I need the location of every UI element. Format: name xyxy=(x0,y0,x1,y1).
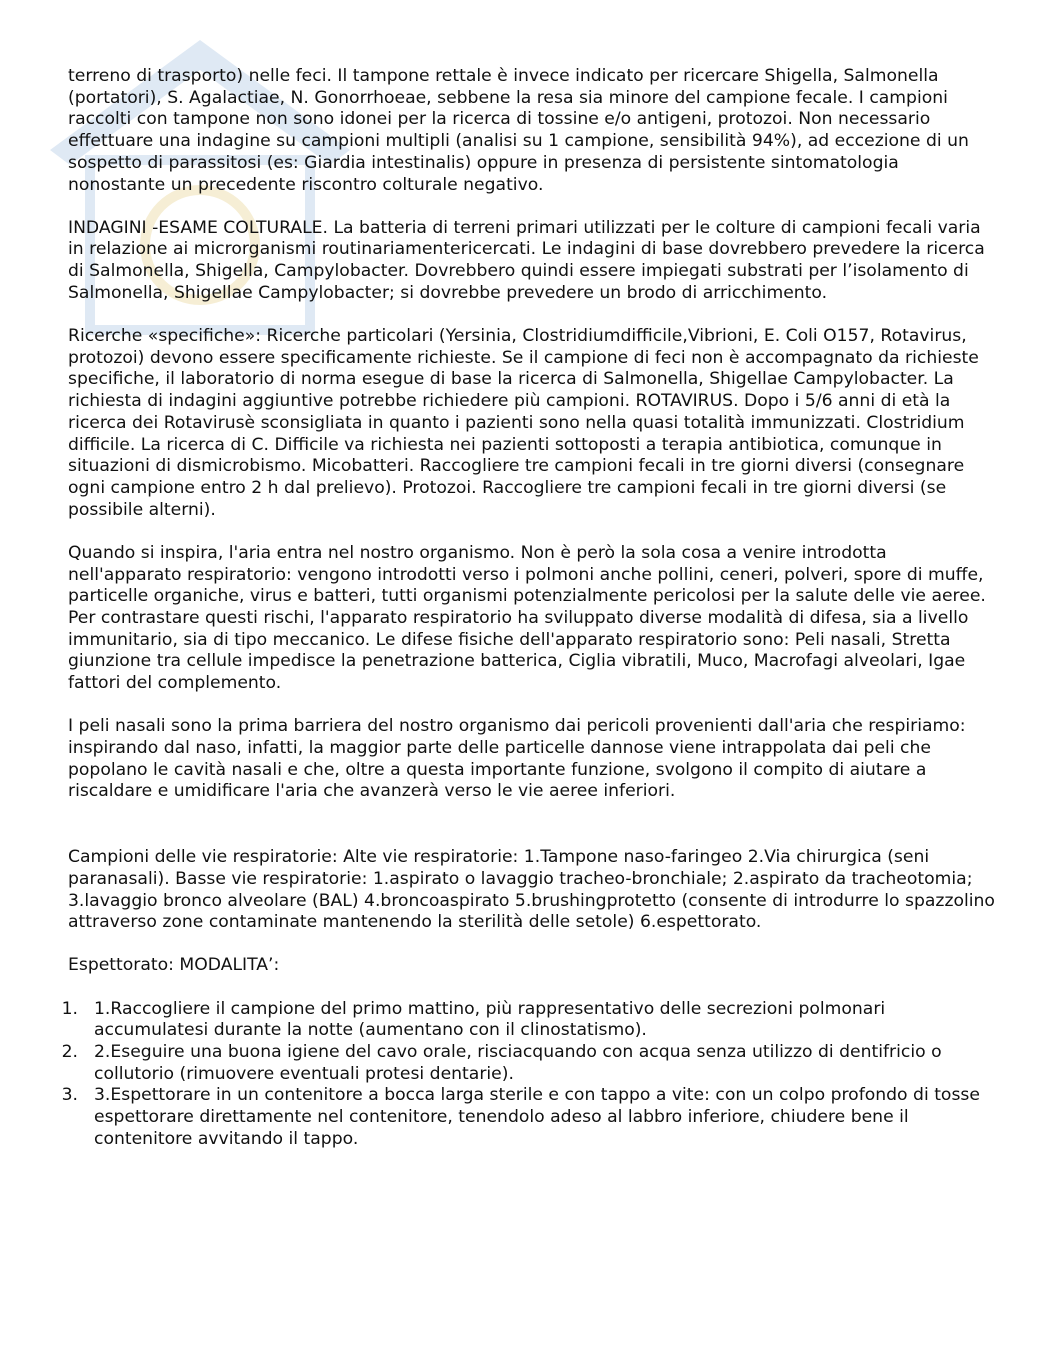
list-item-number: 1. xyxy=(61,998,78,1019)
list-item-number: 2. xyxy=(61,1042,78,1063)
spacer xyxy=(68,803,998,847)
paragraph-nasal-hairs: I peli nasali sono la prima barriera del nostro organismo dai pericoli provenienti dall'aria che respiriamo: inspirando dal naso, infatti, la maggior parte delle particelle dannose viene intrappolata dai peli che popolano le cavità nasali e che, oltre a questa importante funzione, svolgono il compito di aiutare a riscaldare e umidificare l'aria che avanzerà verso le vie aeree inferiori. xyxy=(68,716,966,802)
paragraph-sputum-heading: Espettorato: MODALITA’: xyxy=(68,955,280,976)
paragraph-respiratory-samples: Campioni delle vie respiratorie: Alte vie respiratorie: 1.Tampone naso-faringeo 2.Via chirurgica (seni paranasali). Basse vie respiratorie: 1.aspirato o lavaggio tracheo-bronchiale; 2.aspirato da tracheotomia; 3.lavaggio bronco alveolare (BAL) 4.broncoaspirato 5.brushingprotetto (consente di introdurre lo spazzolino attraverso zone contaminate mantenendo la sterilità delle setole) 6.espettorato. xyxy=(68,847,995,933)
list-item-text: 2.Eseguire una buona igiene del cavo orale, risciacquando con acqua senza utilizzo di dentifricio o collutorio (rimuovere eventuali protesi dentarie). xyxy=(94,1042,942,1084)
list-item xyxy=(61,1042,998,1085)
list-item xyxy=(61,1085,998,1150)
list-item-text: 3.Espettorare in un contenitore a bocca larga sterile e con tappo a vite: con un colpo profondo di tosse espettorare direttamente nel contenitore, tenendolo adeso al labbro inferiore, chiudere bene il contenitore avvitando il tappo. xyxy=(94,1085,980,1149)
document-page xyxy=(61,66,998,1151)
paragraph-respiratory-defense: Quando si inspira, l'aria entra nel nostro organismo. Non è però la sola cosa a venire introdotta nell'apparato respiratorio: vengono introdotti verso i polmoni anche pollini, ceneri, polveri, spore di muffe, particelle organiche, virus e batteri, tutti organismi potenzialmente pericolosi per la salute delle vie aeree. Per contrastare questi rischi, l'apparato respiratorio ha sviluppato diverse modalità di difesa, sia a livello immunitario, sia di tipo meccanico. Le difese fisiche dell'apparato respiratorio sono: Peli nasali, Stretta giunzione tra cellule impedisce la penetrazione batterica, Ciglia vibratili, Muco, Macrofagi alveolari, Igae fattori del complemento. xyxy=(68,542,986,694)
sputum-steps-list xyxy=(61,998,998,1151)
paragraph-culture-exam: INDAGINI -ESAME COLTURALE. La batteria di terreni primari utilizzati per le colture di campioni fecali varia in relazione ai microrganismi routinariamentericercati. Le indagini di base dovrebbero prevedere la ricerca di Salmonella, Shigella, Campylobacter. Dovrebbero quindi essere impiegati substrati per l’isolamento di Salmonella, Shigellae Campylobacter; si dovrebbe prevedere un brodo di arricchimento. xyxy=(68,217,985,303)
list-item-number: 3. xyxy=(61,1085,78,1106)
list-item-text: 1.Raccogliere il campione del primo mattino, più rappresentativo delle secrezioni polmonari accumulatesi durante la notte (aumentano con il clinostatismo). xyxy=(94,998,886,1041)
list-item xyxy=(61,998,998,1042)
paragraph-specific-tests: Ricerche «specifiche»: Ricerche particolari (Yersinia, Clostridiumdifficile,Vibrioni, E. Coli O157, Rotavirus, protozoi) devono essere specificamente richieste. Se il campione di feci non è accompagnato da richieste specifiche, il laboratorio di norma esegue di base la ricerca di Salmonella, Shigellae Campylobacter. La richiesta di indagini aggiuntive potrebbe richiedere più campioni. ROTAVIRUS. Dopo i 5/6 anni di età la ricerca dei Rotavirusè sconsigliata in quanto i pazienti sono nella quasi totalità immunizzati. Clostridium difficile. La ricerca di C. Difficile va richiesta nei pazienti sottoposti a terapia antibiotica, comunque in situazioni di dismicrobismo. Micobatteri. Raccogliere tre campioni fecali in tre giorni diversi (consegnare ogni campione entro 2 h dal prelievo). Protozoi. Raccogliere tre campioni fecali in tre giorni diversi (se possibile alterni). xyxy=(68,326,979,520)
paragraph-stool-transport: terreno di trasporto) nelle feci. Il tampone rettale è invece indicato per ricercare Shigella, Salmonella (portatori), S. Agalactiae, N. Gonorrhoeae, sebbene la resa sia minore del campione fecale. I campioni raccolti con tampone non sono idonei per la ricerca di tossine e/o antigeni, protozoi. Non necessario effettuare una indagine su campioni multipli (analisi su 1 campione, sensibilità 94%), ad eccezione di un sospetto di parassitosi (es: Giardia intestinalis) oppure in presenza di persistente sintomatologia nonostante un precedente riscontro colturale negativo. xyxy=(68,66,969,195)
